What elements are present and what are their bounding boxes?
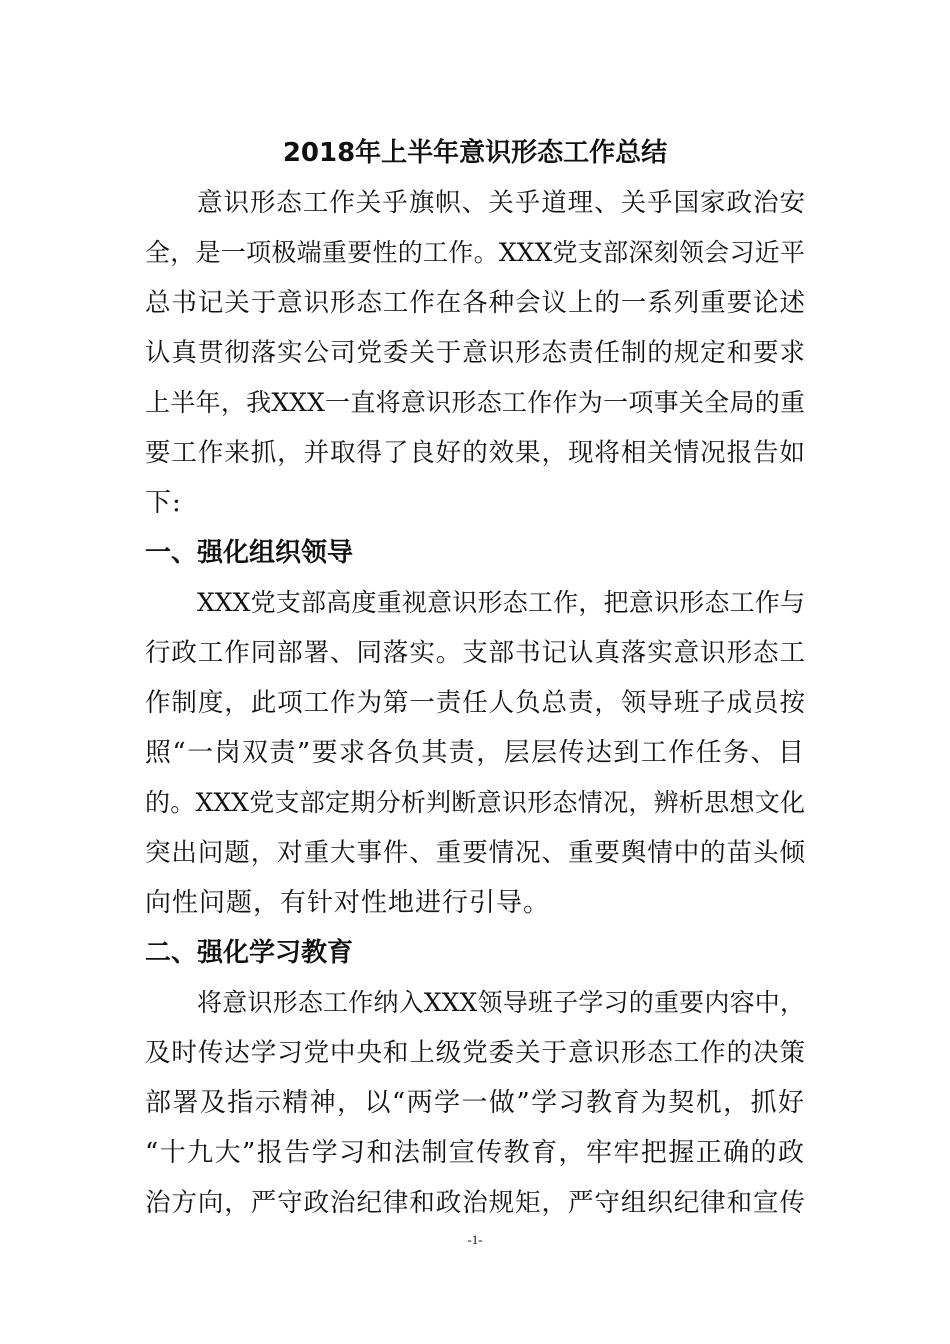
section-heading-2: 二、强化学习教育 — [145, 938, 354, 968]
section1-line-6: 突出问题，对重大事件、重要情况、重要舆情中的苗头倾 — [145, 838, 805, 868]
intro-line-4: 认真贯彻落实公司党委关于意识形态责任制的规定和要求 — [145, 338, 805, 368]
section1-line-4: 照“一岗双责”要求各负其责，层层传达到工作任务、目 — [145, 738, 805, 768]
document-title: 2018年上半年意识形态工作总结 — [282, 138, 668, 168]
section2-line-5: 治方向，严守政治纪律和政治规矩，严守组织纪律和宣传 — [145, 1188, 805, 1218]
section1-line-2: 行政工作同部署、同落实。支部书记认真落实意识形态工 — [145, 638, 805, 668]
section2-line-2: 及时传达学习党中央和上级党委关于意识形态工作的决策 — [145, 1038, 805, 1068]
intro-line-3: 总书记关于意识形态工作在各种会议上的一系列重要论述 — [145, 288, 805, 318]
intro-line-2: 全，是一项极端重要性的工作。XXX党支部深刻领会习近平 — [145, 238, 805, 267]
section-heading-1: 一、强化组织领导 — [145, 538, 354, 568]
section1-line-7: 向性问题，有针对性地进行引导。 — [145, 888, 551, 918]
page-number: -1- — [467, 1232, 483, 1247]
intro-line-5: 上半年，我XXX一直将意识形态工作作为一项事关全局的重 — [145, 388, 805, 417]
section1-line-3: 作制度，此项工作为第一责任人负总责，领导班子成员按 — [145, 688, 805, 718]
section2-line-1: 将意识形态工作纳入XXX领导班子学习的重要内容中， — [197, 988, 805, 1017]
section1-line-5: 的。XXX党支部定期分析判断意识形态情况，辨析思想文化 — [145, 788, 805, 817]
section2-line-3: 部署及指示精神，以“两学一做”学习教育为契机，抓好 — [145, 1088, 805, 1118]
intro-line-1: 意识形态工作关乎旗帜、关乎道理、关乎国家政治安 — [197, 188, 805, 218]
section2-line-4: “十九大”报告学习和法制宣传教育，牢牢把握正确的政 — [145, 1138, 805, 1168]
intro-line-7: 下: — [145, 488, 182, 518]
intro-line-6: 要工作来抓，并取得了良好的效果，现将相关情况报告如 — [145, 438, 805, 468]
section1-line-1: XXX党支部高度重视意识形态工作，把意识形态工作与 — [197, 588, 805, 617]
